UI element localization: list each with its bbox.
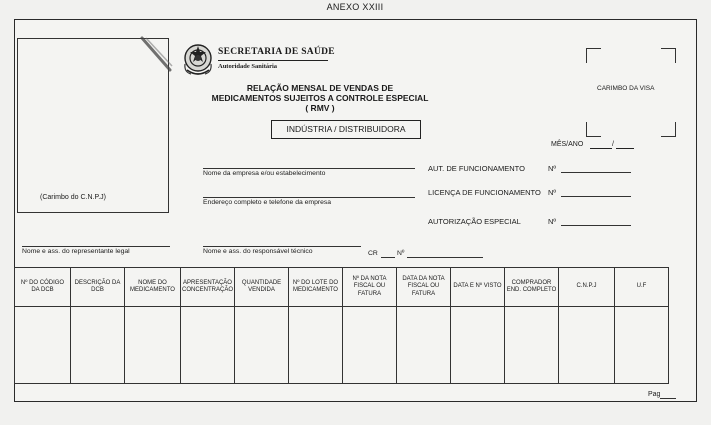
column-header: Nº DA NOTA FISCAL OU FATURA [343, 268, 397, 307]
operating-permit-line [561, 172, 631, 173]
visa-stamp-corner-bl [586, 122, 601, 137]
legal-rep-line [22, 246, 170, 247]
operating-license-label: LICENÇA DE FUNCIONAMENTO [428, 188, 541, 197]
legal-rep-label: Nome e ass. do representante legal [22, 248, 130, 255]
table-cell [505, 307, 559, 384]
column-header: DATA E Nº VISTO [451, 268, 505, 307]
address-label: Endereço completo e telefone da empresa [203, 199, 332, 206]
operating-license-number-label: Nº [548, 188, 557, 197]
column-header: DATA DA NOTA FISCAL OU FATURA [397, 268, 451, 307]
column-header: C.N.P.J [559, 268, 615, 307]
month-line [590, 148, 612, 149]
authority-subtitle: Autoridade Sanitária [218, 63, 278, 70]
technical-resp-label: Nome e ass. do responsável técnico [203, 248, 313, 255]
annex-title: ANEXO XXIII [326, 2, 384, 12]
cnpj-stamp-caption: (Carimbo do C.N.P.J) [40, 194, 107, 201]
page-number-line [660, 398, 676, 399]
table-row [15, 307, 669, 384]
column-header: Nº DO LOTE DO MEDICAMENTO [289, 268, 343, 307]
report-title-line-3: ( RMV ) [305, 103, 335, 113]
table-cell [71, 307, 125, 384]
table-cell [125, 307, 181, 384]
visa-stamp-label: CARIMBO DA VISA [597, 85, 655, 92]
technical-resp-line [203, 246, 361, 247]
month-year-label: MÊS/ANO [551, 141, 584, 148]
address-line [203, 197, 415, 198]
scan-mark [140, 36, 174, 76]
operating-permit-number-label: Nº [548, 164, 557, 173]
column-header: QUANTIDADE VENDIDA [235, 268, 289, 307]
special-authorization-line [561, 225, 631, 226]
visa-stamp-corner-tl [586, 48, 601, 63]
cr-label: CR [368, 250, 378, 257]
company-name-label: Nome da empresa e/ou estabelecimento [203, 170, 326, 177]
special-authorization-number-label: Nº [548, 217, 557, 226]
column-header: NOME DO MEDICAMENTO [125, 268, 181, 307]
company-name-line [203, 168, 415, 169]
table-cell [343, 307, 397, 384]
year-line [616, 148, 634, 149]
coat-of-arms-icon [182, 42, 214, 78]
table-cell [289, 307, 343, 384]
company-type-box: INDÚSTRIA / DISTRIBUIDORA [271, 120, 421, 139]
table-cell [235, 307, 289, 384]
table-cell [451, 307, 505, 384]
column-header: DESCRIÇÃO DA DCB [71, 268, 125, 307]
cr-line [381, 257, 395, 258]
report-title-line-2: MEDICAMENTOS SUJEITOS A CONTROLE ESPECIAL [211, 93, 429, 103]
table-cell [397, 307, 451, 384]
table-cell [615, 307, 669, 384]
page-label: Pag [648, 391, 661, 398]
sales-table [14, 267, 669, 384]
visa-stamp-corner-br [661, 122, 676, 137]
column-header: APRESENTAÇÃO CONCENTRAÇÃO [181, 268, 235, 307]
table-header-row [15, 268, 669, 307]
column-header: Nº DO CÓDIGO DA DCB [15, 268, 71, 307]
table-cell [15, 307, 71, 384]
report-title [190, 83, 450, 113]
secretariat-title: SECRETARIA DE SAÚDE [218, 47, 335, 57]
column-header: COMPRADOR END. COMPLETO [505, 268, 559, 307]
month-year-separator: / [612, 141, 614, 148]
operating-permit-label: AUT. DE FUNCIONAMENTO [428, 164, 525, 173]
table-cell [559, 307, 615, 384]
table-cell [181, 307, 235, 384]
cr-number-line [407, 257, 483, 258]
report-title-line-1: RELAÇÃO MENSAL DE VENDAS DE [246, 83, 394, 93]
visa-stamp-corner-tr [661, 48, 676, 63]
special-authorization-label: AUTORIZAÇÃO ESPECIAL [428, 217, 521, 226]
column-header: U.F [615, 268, 669, 307]
operating-license-line [561, 196, 631, 197]
secretariat-rule [218, 60, 328, 61]
cr-number-label: Nº [397, 250, 405, 257]
